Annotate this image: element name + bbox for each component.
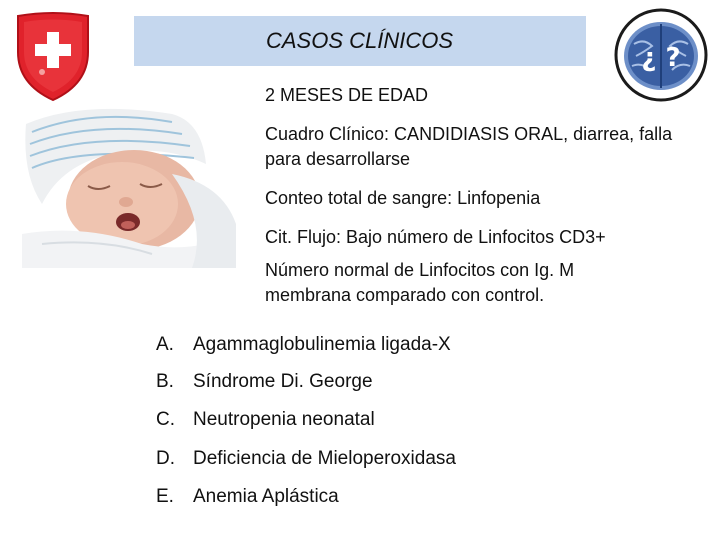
option-text: Anemia Aplástica [193, 486, 339, 507]
option-letter: B. [156, 371, 174, 392]
option-d [156, 448, 456, 470]
red-shield-cross-icon [14, 12, 92, 102]
igm-lymphocytes: Número normal de Linfocitos con Ig. M membrana comparado con control. [265, 260, 575, 305]
option-text: Agammaglobulinemia ligada-X [193, 334, 451, 355]
sleeping-baby-photo [22, 104, 236, 268]
patient-age: 2 MESES DE EDAD [265, 85, 429, 105]
flow-cytometry: Cit. Flujo: Bajo número de Linfocitos CD3+ [265, 227, 606, 247]
option-e [156, 486, 339, 508]
option-text: Neutropenia neonatal [193, 409, 375, 430]
option-text: Deficiencia de Mieloperoxidasa [193, 448, 456, 469]
option-letter: C. [156, 409, 175, 430]
title-banner [134, 16, 586, 66]
option-a [156, 334, 451, 356]
option-letter: D. [156, 448, 175, 469]
brain-question-marks: ¿ ? [641, 43, 681, 73]
option-text: Síndrome Di. George [193, 371, 373, 392]
option-letter: E. [156, 486, 174, 507]
option-b [156, 371, 373, 393]
slide-title: CASOS CLÍNICOS [266, 28, 454, 53]
option-c [156, 409, 375, 431]
clinical-picture: Cuadro Clínico: CANDIDIASIS ORAL, diarrea, falla para desarrollarse [265, 124, 673, 169]
option-letter: A. [156, 334, 174, 355]
blood-count: Conteo total de sangre: Linfopenia [265, 188, 541, 208]
